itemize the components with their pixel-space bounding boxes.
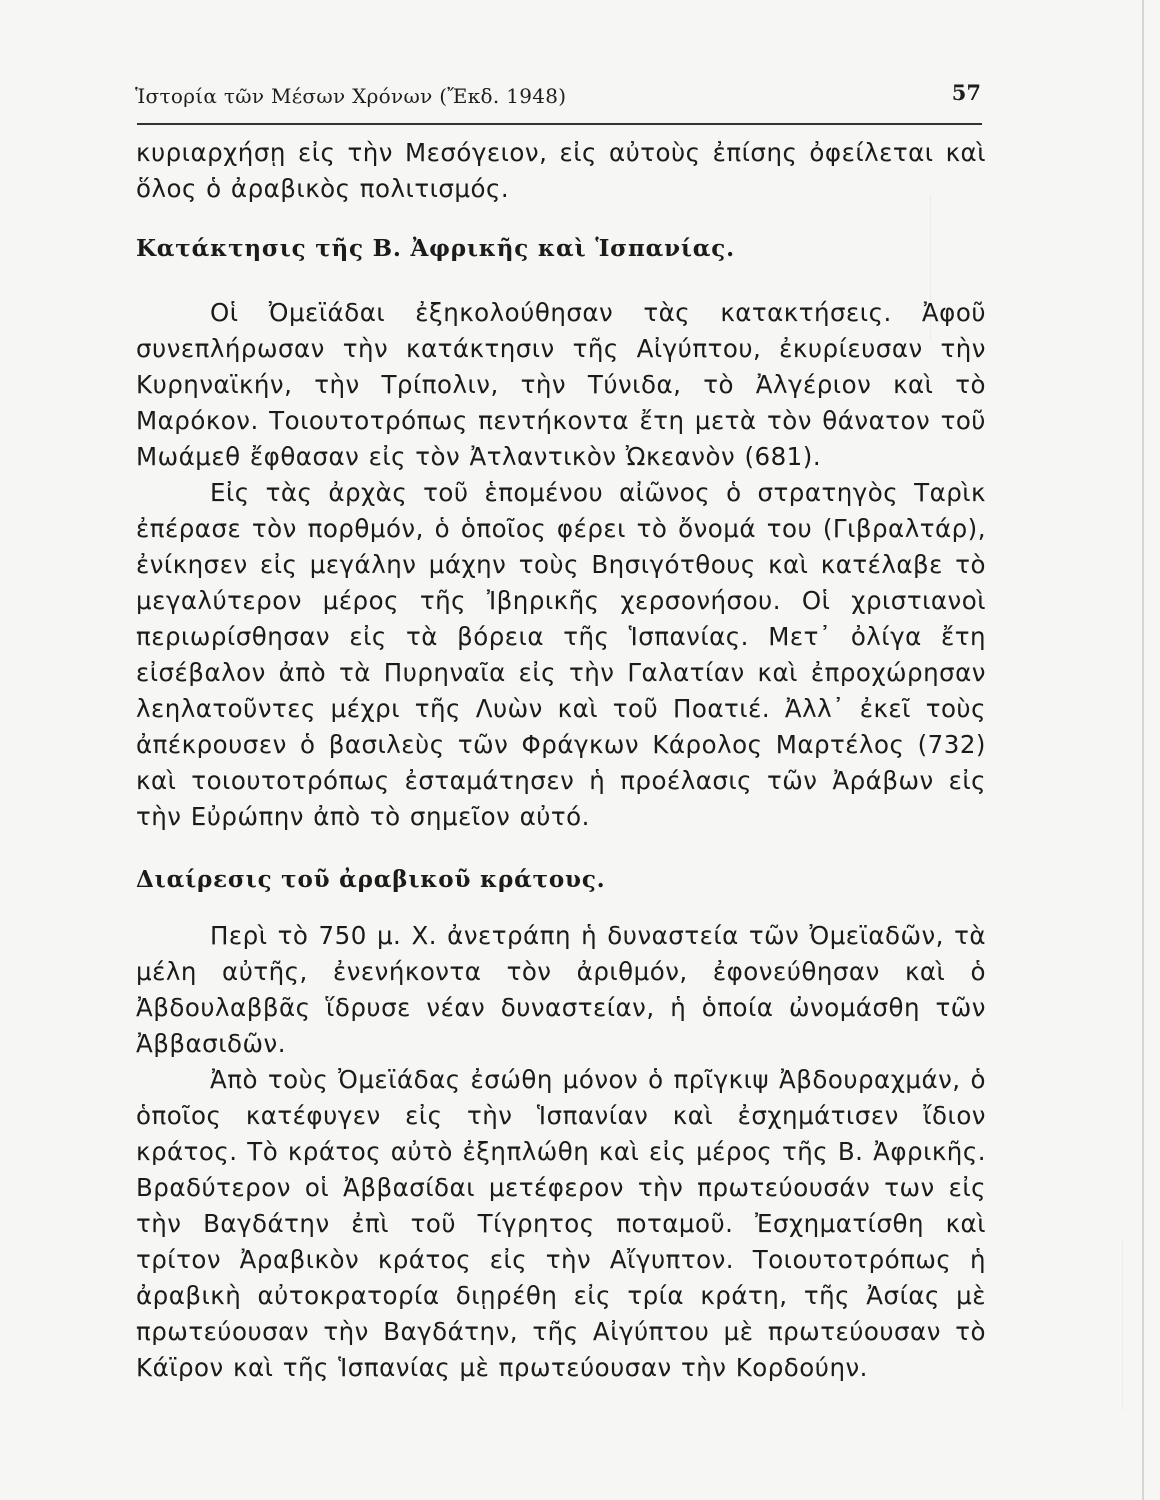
- page-edge-line: [1142, 0, 1144, 1500]
- section-heading-north-africa-spain: Κατάκτησις τῆς Β. Ἀφρικῆς καὶ Ἱσπανίας.: [136, 235, 735, 262]
- page-number: 57: [951, 80, 981, 105]
- faint-page-mark: [1122, 1240, 1123, 1410]
- paragraph-three-states: Ἀπὸ τοὺς Ὀμεϊάδας ἐσώθη μόνον ὁ πρῖγκιψ Ἀβδουραχμάν, ὁ ὁποῖος κατέφυγεν εἰς τὴν Ἱσπανίαν καὶ ἐσχημάτισεν ἴδιον κράτος. Τὸ κράτος αὐτὸ ἐξηπλώθη καὶ εἰς μέρος τῆς Β. Ἀφρικῆς. Βραδύτερον οἱ Ἀββασίδαι μετέφερον τὴν πρωτεύουσάν των εἰς τὴν Βαγδάτην ἐπὶ τοῦ Τίγρητος ποταμοῦ. Ἐσχηματίσθη καὶ τρίτον Ἀραβικὸν κράτος εἰς τὴν Αἴγυπτον. Τοιουτοτρόπως ἡ ἀραβικὴ αὐτοκρατορία διῃρέθη εἰς τρία κράτη, τῆς Ἀσίας μὲ πρωτεύουσαν τὴν Βαγδάτην, τῆς Αἰγύπτου μὲ πρωτεύουσαν τὸ Κάϊρον καὶ τῆς Ἱσπανίας μὲ πρωτεύουσαν τὴν Κορδούην.: [136, 1065, 986, 1382]
- paragraph-conquests: Οἱ Ὀμεϊάδαι ἐξηκολούθησαν τὰς κατακτήσεις. Ἀφοῦ συνεπλήρωσαν τὴν κατάκτησιν τῆς Αἰγύπτου, ἐκυρίευσαν τὴν Κυρηναϊκήν, τὴν Τρίπολιν, τὴν Τύνιδα, τὸ Ἀλγέριον καὶ τὸ Μαρόκον. Τοιουτοτρόπως πεντήκοντα ἔτη μετὰ τὸν θάνατον τοῦ Μωάμεθ ἔφθασαν εἰς τὸν Ἀτλαντικὸν Ὠκεανὸν (681).: [136, 298, 986, 471]
- text-end: [136, 1386, 986, 1387]
- running-title: Ἱστορία τῶν Μέσων Χρόνων (Ἔκδ. 1948): [135, 84, 567, 108]
- header-rule: [137, 123, 982, 125]
- running-header: [135, 80, 985, 120]
- paragraph-tarik: Εἰς τὰς ἀρχὰς τοῦ ἑπομένου αἰῶνος ὁ στρατηγὸς Ταρὶκ ἐπέρασε τὸν πορθμόν, ὁ ὁποῖος φέρει τὸ ὄνομά του (Γιβραλτάρ), ἐνίκησεν εἰς μεγάλην μάχην τοὺς Βησιγότθους καὶ κατέλαβε τὸ μεγαλύτερον μέρος τῆς Ἰβηρικῆς χερσονήσου. Οἱ χριστιανοὶ περιωρίσθησαν εἰς τὰ βόρεια τῆς Ἱσπανίας. Μετ᾿ ὀλίγα ἔτη εἰσέβαλον ἀπὸ τὰ Πυρηναῖα εἰς τὴν Γαλατίαν καὶ ἐπροχώρησαν λεηλατοῦντες μέχρι τῆς Λυὼν καὶ τοῦ Ποατιέ. Ἀλλ᾿ ἐκεῖ τοὺς ἀπέκρουσεν ὁ βασιλεὺς τῶν Φράγκων Κάρολος Μαρτέλος (732) καὶ τοιουτοτρόπως ἐσταμάτησεν ἡ προέλασις τῶν Ἀράβων εἰς τὴν Εὐρώπην ἀπὸ τὸ σημεῖον αὐτό.: [136, 478, 986, 831]
- paragraph-abbasids: Περὶ τὸ 750 μ. Χ. ἀνετράπη ἡ δυναστεία τῶν Ὀμεϊαδῶν, τὰ μέλη αὐτῆς, ἐνενήκοντα τὸν ἀριθμόν, ἐφονεύθησαν καὶ ὁ Ἀβδουλαββᾶς ἵδρυσε νέαν δυναστείαν, ἡ ὁποία ὠνομάσθη τῶν Ἀββασιδῶν.: [136, 921, 986, 1058]
- main-text: [136, 135, 986, 1387]
- opening-paragraph: κυριαρχήσῃ εἰς τὴν Μεσόγειον, εἰς αὐτοὺς ἐπίσης ὀφείλεται καὶ ὅλος ὁ ἀραβικὸς πολιτισμός.: [136, 138, 986, 203]
- section-heading-division: Διαίρεσις τοῦ ἀραβικοῦ κράτους.: [136, 866, 606, 893]
